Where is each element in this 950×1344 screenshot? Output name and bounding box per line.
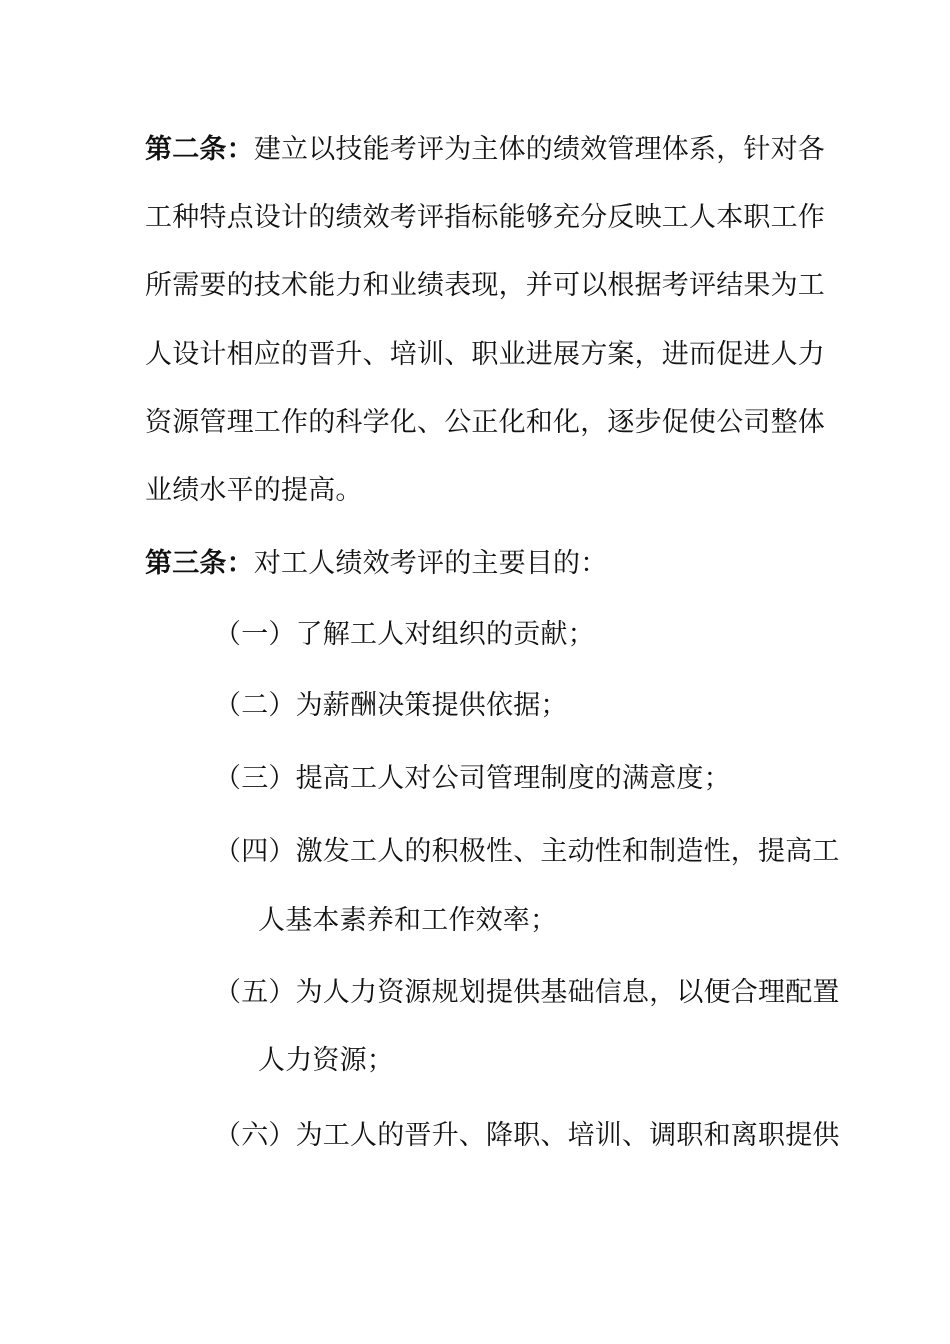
article-3-label: 第三条：	[145, 548, 254, 579]
list-item-1: （一）了解工人对组织的贡献；	[214, 619, 595, 650]
article-2-text-line-3: 所需要的技术能力和业绩表现，并可以根据考评结果为工	[145, 270, 825, 301]
list-item-4: （四）激发工人的积极性、主动性和制造性，提高工	[214, 836, 840, 867]
article-3-intro: 对工人绩效考评的主要目的：	[253, 548, 608, 579]
list-item-5: （五）为人力资源规划提供基础信息，以便合理配置	[214, 977, 840, 1008]
list-item-3: （三）提高工人对公司管理制度的满意度；	[214, 763, 731, 794]
article-2-text-line-6: 业绩水平的提高。	[145, 475, 363, 506]
article-2-text-line-4: 人设计相应的晋升、培训、职业进展方案，进而促进人力	[145, 339, 825, 370]
article-3-heading	[145, 546, 815, 582]
list-item-6: （六）为工人的晋升、降职、培训、调职和离职提供	[214, 1120, 840, 1151]
article-2-text-line-5: 资源管理工作的科学化、公正化和化，逐步促使公司整体	[145, 407, 825, 438]
article-2-text-line-1: 建立以技能考评为主体的绩效管理体系，针对各	[253, 134, 826, 165]
article-2-label: 第二条：	[145, 134, 254, 165]
list-item-5-continuation: 人力资源；	[258, 1045, 394, 1076]
article-2-text-line-2: 工种特点设计的绩效考评指标能够充分反映工人本职工作	[145, 202, 825, 233]
list-item-2: （二）为薪酬决策提供依据；	[214, 690, 568, 721]
article-2-first-line	[145, 132, 826, 168]
list-item-4-continuation: 人基本素养和工作效率；	[258, 905, 558, 936]
